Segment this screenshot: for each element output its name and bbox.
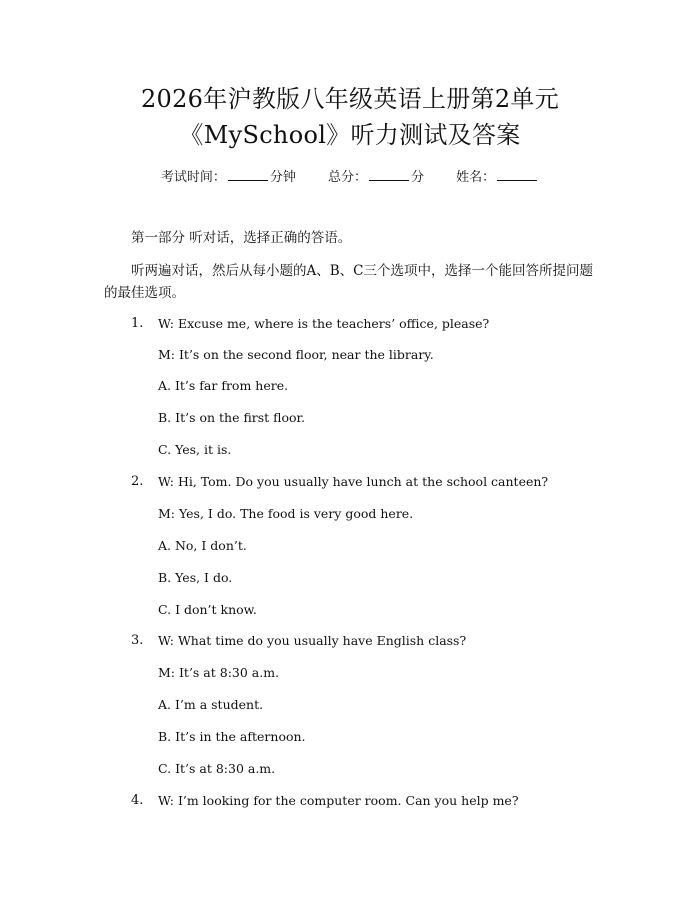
question-4-woman-line: W: I’m looking for the computer room. Can you help me?	[158, 793, 519, 808]
question-3-option-b: B. It’s in the afternoon.	[158, 729, 306, 744]
question-number: 4.	[131, 793, 144, 808]
question-1-option-a: A. It’s far from here.	[158, 378, 289, 393]
document-title-line1: 2026年沪教版八年级英语上册第2单元	[140, 85, 560, 113]
exam-time-unit: 分钟	[269, 170, 296, 185]
exam-time-field	[161, 168, 296, 187]
question-number: 2.	[131, 474, 144, 489]
question-2-man-line: M: Yes, I do. The food is very good here.	[158, 506, 414, 521]
question-3-option-a: A. I’m a student.	[158, 697, 264, 712]
question-1-man-line: M: It’s on the second floor, near the library.	[158, 347, 434, 362]
exam-time-blank	[228, 168, 268, 181]
document-title-line2: 《MySchool》听力测试及答案	[179, 121, 521, 149]
student-name-field	[456, 168, 539, 187]
question-3-woman-line: W: What time do you usually have English class?	[158, 633, 467, 648]
total-score-label: 总分：	[327, 170, 367, 185]
total-score-unit: 分	[411, 170, 425, 185]
question-2-option-a: A. No, I don’t.	[158, 538, 247, 553]
question-2-option-b: B. Yes, I do.	[158, 570, 233, 585]
section-heading: 第一部分 听对话，选择正确的答语。	[131, 230, 352, 246]
question-3-option-c: C. It’s at 8:30 a.m.	[158, 761, 276, 776]
question-1-woman-line: W: Excuse me, where is the teachers’ office, please?	[158, 316, 490, 331]
student-name-blank	[497, 168, 537, 181]
question-2-option-c: C. I don’t know.	[158, 602, 257, 617]
exam-meta-row	[0, 168, 700, 187]
question-1-option-c: C. Yes, it is.	[158, 442, 232, 457]
question-number: 1.	[131, 316, 144, 331]
student-name-label: 姓名：	[456, 170, 496, 185]
question-number: 3.	[131, 633, 144, 648]
question-2-woman-line: W: Hi, Tom. Do you usually have lunch at the school canteen?	[158, 474, 549, 489]
question-1-option-b: B. It’s on the first floor.	[158, 410, 306, 425]
instructions-line2: 的最佳选项。	[104, 285, 185, 301]
total-score-blank	[369, 168, 409, 181]
total-score-field	[328, 168, 424, 187]
question-3-man-line: M: It’s at 8:30 a.m.	[158, 665, 280, 680]
instructions-line1: 听两遍对话，然后从每小题的A、B、C三个选项中，选择一个能回答所提问题	[131, 263, 593, 279]
exam-time-label: 考试时间：	[160, 170, 226, 185]
